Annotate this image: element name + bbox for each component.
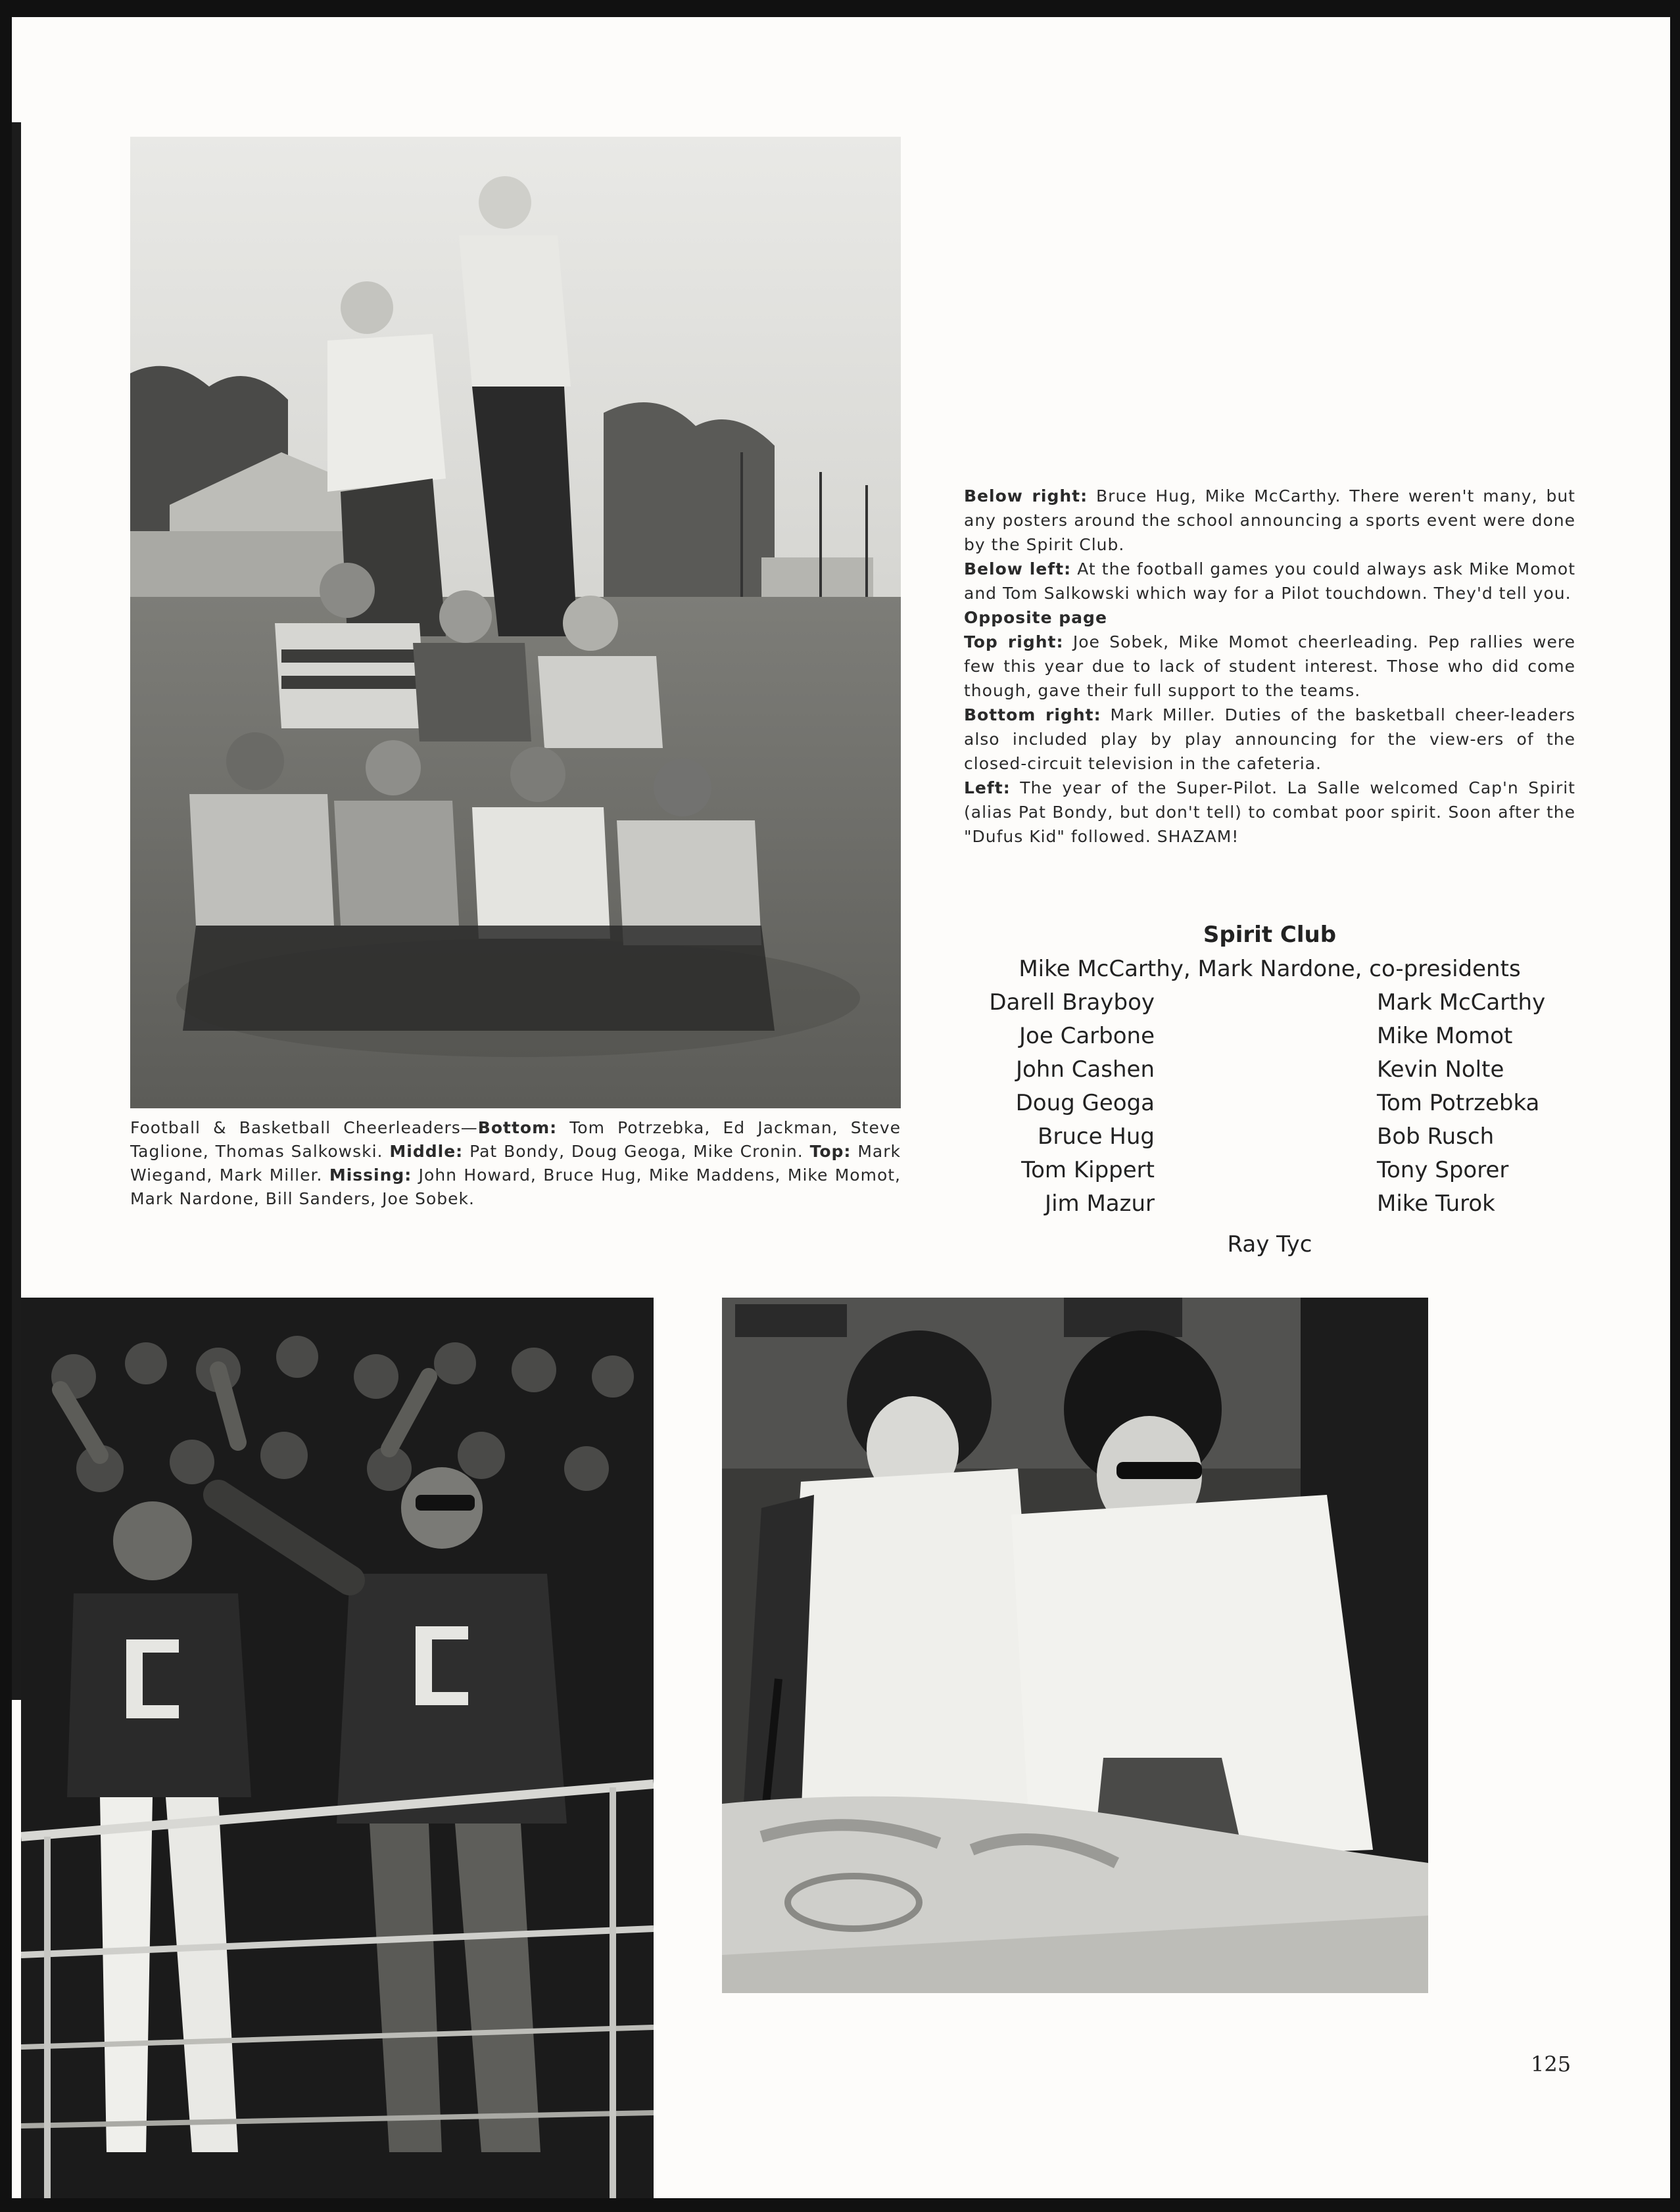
bottom-right-label: Bottom right:	[964, 705, 1101, 724]
left-paragraph	[964, 776, 1575, 849]
member-name: Kevin Nolte	[1377, 1056, 1504, 1083]
below-left-text: At the football games you could always ask Mike Momot and Tom Salkowski which way for a Pilot touchdown. They'd tell you.	[964, 559, 1576, 603]
below-left-label: Below left:	[964, 559, 1072, 578]
member-name: Doug Geoga	[1015, 1090, 1155, 1116]
binding-strip	[12, 122, 21, 1700]
top-right-paragraph	[964, 630, 1575, 703]
caption-bottom-text: Tom Potrzebka, Ed Jackman, Steve Taglione, Thomas Salkowski.	[130, 1118, 901, 1161]
member-name: Darell Brayboy	[989, 989, 1155, 1016]
caption-top-label: Top:	[809, 1142, 852, 1161]
member-name: Bob Rusch	[1377, 1123, 1495, 1150]
member-name: John Cashen	[1015, 1056, 1155, 1083]
member-name-last: Ray Tyc	[1227, 1231, 1312, 1258]
caption-bottom-label: Bottom:	[477, 1118, 558, 1137]
member-name: Mike Momot	[1377, 1023, 1513, 1049]
caption-middle-label: Middle:	[389, 1142, 464, 1161]
member-name: Bruce Hug	[1038, 1123, 1155, 1150]
spirit-club-roster	[964, 918, 1575, 1261]
left-text: The year of the Super-Pilot. La Salle welcomed Cap'n Spirit (alias Pat Bondy, but don't tell) to combat poor spirit. Soon after the "Dufus Kid" followed. SHAZAM!	[964, 778, 1575, 846]
club-title: Spirit Club	[1203, 922, 1337, 948]
member-name: Joe Carbone	[1019, 1023, 1155, 1049]
member-column-right	[1377, 986, 1581, 1221]
cheering-crowd-photo	[21, 1298, 654, 2198]
opposite-page-heading	[964, 605, 1575, 630]
poster-painting-photo	[722, 1298, 1428, 1993]
below-left-paragraph	[964, 557, 1575, 605]
bottom-right-paragraph	[964, 703, 1575, 776]
caption-top-text: Mark Wiegand, Mark Miller.	[130, 1142, 901, 1185]
pyramid-caption	[130, 1116, 901, 1211]
top-right-text: Joe Sobek, Mike Momot cheerleading. Pep rallies were few this year due to lack of student interest. Those who did come though, gave their full support to the teams.	[964, 632, 1575, 700]
top-right-label: Top right:	[964, 632, 1064, 651]
below-right-paragraph	[964, 484, 1575, 557]
caption-missing-text: John Howard, Bruce Hug, Mike Maddens, Mike Momot, Mark Nardone, Bill Sanders, Joe Sobek.	[130, 1165, 901, 1208]
cheerleader-pyramid-photo	[130, 137, 901, 1108]
member-columns	[964, 986, 1575, 1242]
member-name: Tony Sporer	[1377, 1157, 1509, 1183]
below-right-text: Bruce Hug, Mike McCarthy. There weren't many, but any posters around the school announcing a sports event were done by the Spirit Club.	[964, 486, 1575, 554]
bottom-right-text: Mark Miller. Duties of the basketball cheer-leaders also included play by play announcing for the view-ers of the closed-circuit television in the cafeteria.	[964, 705, 1575, 773]
photo-descriptions	[964, 484, 1575, 849]
member-name: Tom Kippert	[1021, 1157, 1155, 1183]
member-name: Mike Turok	[1377, 1190, 1495, 1217]
caption-middle-text: Pat Bondy, Doug Geoga, Mike Cronin.	[463, 1142, 810, 1161]
member-name: Mark McCarthy	[1377, 989, 1546, 1016]
opposite-page-label: Opposite page	[964, 608, 1107, 627]
yearbook-page	[12, 17, 1670, 2198]
caption-missing-label: Missing:	[329, 1165, 412, 1185]
below-right-label: Below right:	[964, 486, 1088, 506]
left-label: Left:	[964, 778, 1011, 797]
club-presidents: Mike McCarthy, Mark Nardone, co-presidents	[1019, 956, 1521, 982]
page-number: 125	[1531, 2052, 1572, 2077]
caption-title: Football & Basketball Cheerleaders—	[130, 1118, 478, 1137]
member-name: Tom Potrzebka	[1377, 1090, 1540, 1116]
member-name: Jim Mazur	[1045, 1190, 1155, 1217]
member-column-left	[964, 986, 1155, 1221]
